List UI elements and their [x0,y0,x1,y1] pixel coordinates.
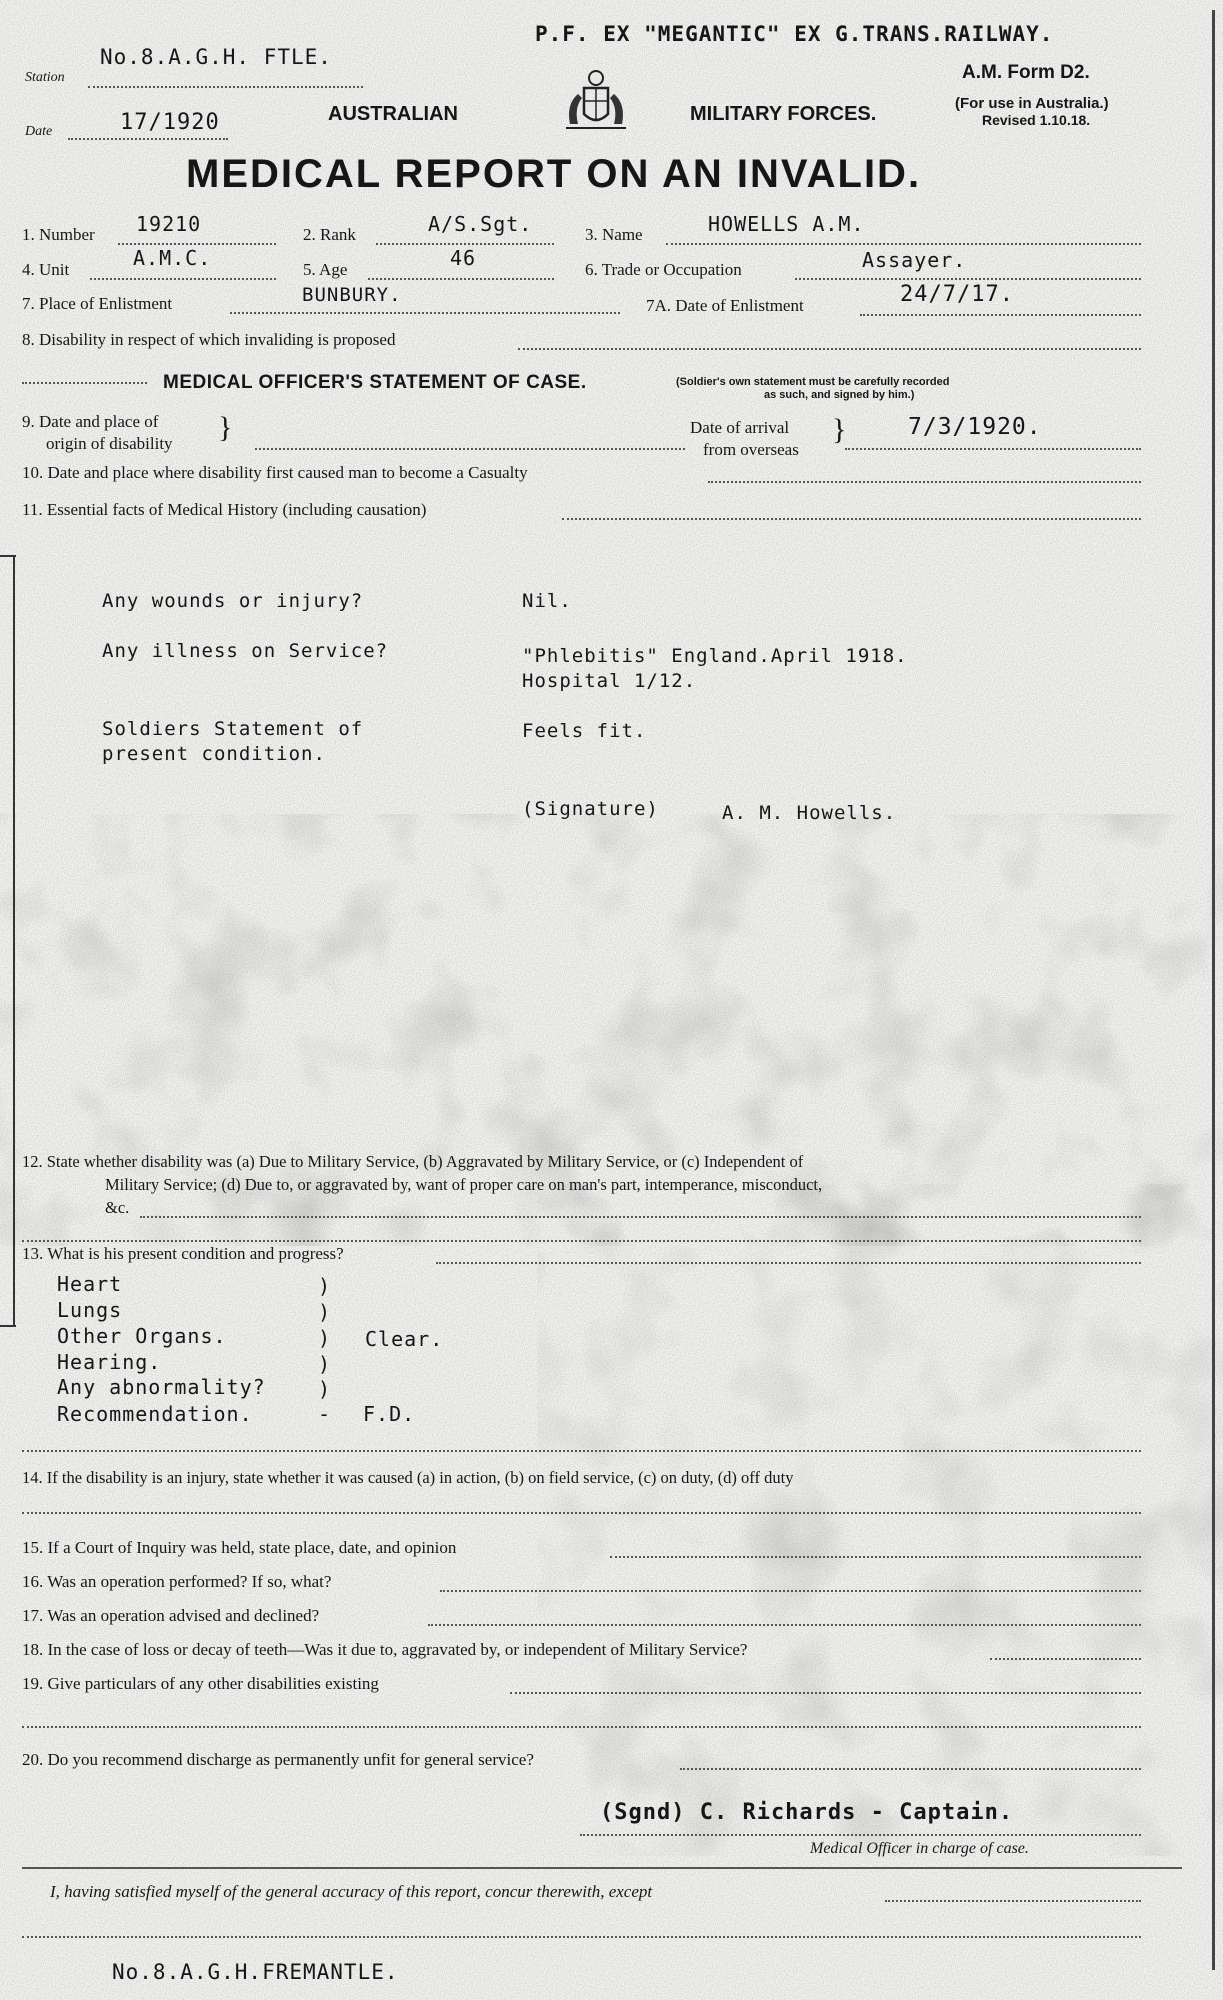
railway-stamp: P.F. EX "MEGANTIC" EX G.TRANS.RAILWAY. [535,22,1054,46]
organ-abnormality: Any abnormality? [57,1375,266,1399]
illness-question: Any illness on Service? [102,640,389,662]
field-number-value: 19210 [136,212,202,236]
field-age-line [368,278,554,280]
field-enlistment-date-line [860,314,1141,316]
date-label: Date [25,124,53,139]
q18-label: 18. In the case of loss or decay of teeth—Was it due to, aggravated by, or independent of Military Service? [22,1640,748,1659]
q13-line-end [22,1450,1141,1452]
q13-line [436,1262,1141,1264]
organ-brace-2: ) [318,1300,332,1324]
field-rank-value: A/S.Sgt. [428,212,533,236]
field-number-label: 1. Number [22,225,95,244]
field-occupation-label: 6. Trade or Occupation [585,260,742,279]
field-enlistment-date-label: 7A. Date of Enlistment [646,296,804,315]
q12-line [140,1216,1141,1218]
mo-statement-heading: MEDICAL OFFICER'S STATEMENT OF CASE. [163,372,587,393]
forces-right: MILITARY FORCES. [690,103,877,125]
field-origin-label-1: 9. Date and place of [22,412,159,431]
field-age-value: 46 [450,246,477,270]
station-line [88,86,363,88]
field-casualty-line [708,481,1141,483]
q16-label: 16. Was an operation performed? If so, what? [22,1572,332,1591]
field-disability-line [518,348,1141,350]
mo-statement-note-1: (Soldier's own statement must be carefully recorded [676,376,950,388]
field-rank-label: 2. Rank [303,225,356,244]
field-origin-line [255,448,685,450]
field-name-value: HOWELLS A.M. [708,212,865,236]
organ-heart: Heart [57,1272,123,1296]
q13-label: 13. What is his present condition and progress? [22,1244,344,1263]
mo-statement-note-2: as such, and signed by him.) [764,389,915,401]
field-number-line [118,243,276,245]
field-disability-label: 8. Disability in respect of which invaliding is proposed [22,330,396,349]
organ-hearing: Hearing. [57,1350,162,1374]
q15-label: 15. If a Court of Inquiry was held, state place, date, and opinion [22,1538,457,1557]
concur-line-2 [22,1936,1141,1938]
arrival-value: 7/3/1920. [908,414,1042,440]
forces-left: AUSTRALIAN [328,103,458,125]
left-margin-tick-top [0,555,16,557]
q17-label: 17. Was an operation advised and declined? [22,1606,320,1625]
form-use: (For use in Australia.) [955,95,1109,112]
field-casualty-label: 10. Date and place where disability first caused man to become a Casualty [22,463,528,482]
field-enlistment-date-value: 24/7/17. [900,282,1014,307]
field-history-line [562,518,1141,520]
field-occupation-value: Assayer. [862,248,967,272]
q14-label: 14. If the disability is an injury, state whether it was caused (a) in action, (b) on field service, (c) on duty, (d) off duty [22,1468,794,1487]
field-age-label: 5. Age [303,260,348,279]
q17-line [428,1624,1141,1626]
field-origin-brace: } [218,411,233,444]
statement-question-1: Soldiers Statement of [102,718,364,740]
q12-line-1: 12. State whether disability was (a) Due to Military Service, (b) Aggravated by Military Service, or (c) Independent of [22,1152,804,1171]
footer-station: No.8.A.G.H.FREMANTLE. [112,1960,399,1984]
field-history-label: 11. Essential facts of Medical History (including causation) [22,500,427,519]
field-unit-label: 4. Unit [22,260,70,279]
field-enlistment-place-line [230,312,620,314]
q19-line [510,1692,1141,1694]
q12-line-3: &c. [105,1198,130,1217]
officer-signature: (Sgnd) C. Richards - Captain. [600,1800,1014,1825]
field-name-line [666,243,1141,245]
form-revised: Revised 1.10.18. [982,112,1091,128]
wounds-question: Any wounds or injury? [102,590,364,612]
illness-answer-2: Hospital 1/12. [522,670,697,692]
signature-label: (Signature) [522,798,659,820]
q18-line [990,1658,1141,1660]
concur-text: I, having satisfied myself of the general accuracy of this report, concur therewith, except [50,1882,653,1901]
q12-line-2: Military Service; (d) Due to, or aggravated by, want of proper care on man's part, intemperance, misconduct, [105,1175,823,1194]
station-value: No.8.A.G.H. FTLE. [100,45,332,69]
officer-signature-line [580,1834,1141,1836]
statement-question-2: present condition. [102,743,326,765]
form-code: A.M. Form D2. [962,62,1090,83]
arrival-label-2: from overseas [703,440,799,459]
officer-caption: Medical Officer in charge of case. [810,1840,1029,1857]
station-label: Station [25,70,65,85]
q14-line [22,1512,1141,1514]
organ-brace-5: ) [318,1377,332,1401]
q20-label: 20. Do you recommend discharge as permanently unfit for general service? [22,1750,534,1769]
field-disability-line-2 [22,382,147,384]
right-edge-line [1212,10,1215,1970]
field-enlistment-place-label: 7. Place of Enlistment [22,294,173,313]
arrival-label-1: Date of arrival [690,418,790,437]
organ-brace-3: ) [318,1326,332,1350]
field-name-label: 3. Name [585,225,643,244]
field-enlistment-place-value: BUNBURY. [302,284,402,306]
organ-other: Other Organs. [57,1324,227,1348]
field-unit-line [90,278,276,280]
statement-answer: Feels fit. [522,720,647,742]
wounds-answer: Nil. [522,590,572,612]
organ-brace-4: ) [318,1352,332,1376]
recommendation-value: F.D. [363,1402,416,1426]
q19-label: 19. Give particulars of any other disabilities existing [22,1674,379,1693]
organ-lungs: Lungs [57,1298,123,1322]
left-margin-line [13,555,15,1325]
recommendation-dash: - [318,1402,332,1426]
arrival-line [845,448,1141,450]
organs-finding: Clear. [365,1327,444,1351]
field-origin-label-2: origin of disability [46,434,173,453]
field-rank-line [376,243,554,245]
coat-of-arms-icon [556,64,636,144]
field-occupation-line [795,278,1141,280]
recommendation-label: Recommendation. [57,1402,253,1426]
q15-line [610,1556,1141,1558]
q20-line [680,1768,1141,1770]
signoff-separator [22,1867,1182,1869]
q16-line [440,1590,1141,1592]
date-line [68,138,228,140]
q12-line-b [22,1240,1141,1242]
date-value: 17/1920 [120,110,220,135]
concur-line [885,1900,1141,1902]
left-margin-tick-bottom [0,1325,16,1327]
illness-answer-1: "Phlebitis" England.April 1918. [522,645,908,667]
q19-line-2 [22,1726,1141,1728]
arrival-brace: } [832,413,847,446]
page-title: MEDICAL REPORT ON AN INVALID. [186,152,922,196]
soldier-signature: A. M. Howells. [722,802,897,824]
field-unit-value: A.M.C. [133,246,212,270]
organ-brace-1: ) [318,1274,332,1298]
